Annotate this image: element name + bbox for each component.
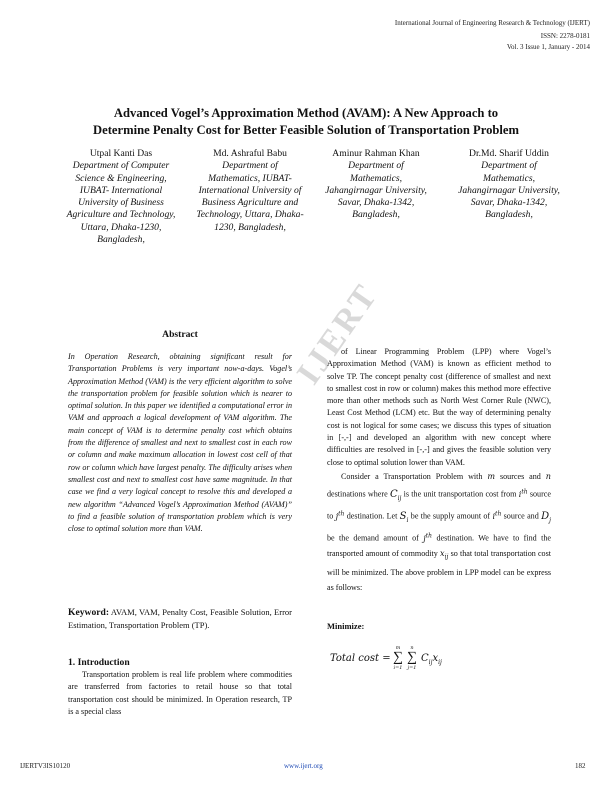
author-block [456,148,562,222]
keywords-list: AVAM, VAM, Penalty Cost, Feasible Solution, Error Estimation, Transportation Problem (TP). [68,607,292,631]
footer-paper-id: IJERTV3IS10120 [20,762,71,770]
abstract-paragraph: In Operation Research, obtaining significant result for Transportation Problems is very important now-a-days. Vogel’s Approximation Method (VAM) is the very efficient algorithm to solve the transportation problem for feasible solution which is nearer to optimal solution. In this paper we identified a computational error in VAM and approach a logical development of VAM algorithm. The main concept of VAM is to determine penalty cost which obtains from the difference of smallest and next to smallest cost in each row or column and make maximum allocation in lowest cost cell of that row or column which have largest penalty. The difficulty arises when smallest cost and next to smallest cost have same magnitude. In that case we find a very logical concept to resolve this and developed a new algorithm “Advanced Vogel’s Approximation Method (AVAM)” to find a feasible solution of transportation problem which is very close to optimal solution more than VAM. [68,352,292,534]
keywords-label: Keyword: [68,607,110,618]
author-block [195,148,305,234]
right-paragraph-2: Consider a Transportation Problem with m sources and n destinations where $C_{ij}$ is the unit transportation cost from $i^{th}$ source to $j^{th}$ destination. Let $S_i$ be the supply amount of $i^{th}$ source and $D_j$ be the demand amount of $j^{th}$ destination. We have to find the transported amount of commodity $x_{ij}$ so that total transportation cost will be minimized. The above problem in LPP model can be express as follows: [327,470,552,593]
author-affiliation: Department of Mathematics, Jahangirnagar University, Savar, Dhaka-1342, Bangladesh, [325,160,427,221]
intro-heading: 1. Introduction [68,657,130,668]
right-paragraph-1: of Linear Programming Problem (LPP) where Vogel’s Approximation Method (VAM) is known as efficient method to solve TP. The concept penalty cost (difference of smallest and next to smallest cost in row or column) makes this method more effective more than other methods such as North West Corner Rule (NWC), Least Cost Method (LCM) etc. But the way of determining penalty cost is not logical for some cases; we discuss this types of situation in [-,-] and developed an algorithm with new concept where difficulties are resolved in [-,-] and gives the feasible solution very close to optimal solution lower than VAM. [327,347,551,467]
author-name: Dr.Md. Sharif Uddin [469,148,549,159]
footer-website-link[interactable]: www.ijert.org [284,762,323,770]
abstract-heading: Abstract [162,329,198,340]
formula-lhs: Total cost = [330,653,391,664]
author-affiliation: Department of Mathematics, IUBAT- International University of Business Agriculture and Technology, Uttara, Dhaka-1230, Bangladesh, [196,160,304,233]
keywords [68,606,292,632]
author-affiliation: Department of Computer Science & Engineering, IUBAT- International University of Business Agriculture and Technology, Uttara, Dhaka-1230, Bangladesh, [66,160,176,246]
author-block [322,148,430,222]
journal-issn: ISSN: 2278-0181 [540,32,590,40]
right-column [327,346,551,596]
journal-name: International Journal of Engineering Research & Technology (IJERT) [394,19,590,27]
author-name: Utpal Kanti Das [89,148,153,159]
title-line-2: Determine Penalty Cost for Better Feasible Solution of Transportation Problem [93,123,519,137]
author-name: Md. Ashraful Babu [213,148,287,159]
footer-page-number: 182 [575,762,586,770]
journal-header [395,18,590,52]
paper-title [40,105,572,139]
title-line-1: Advanced Vogel’s Approximation Method (AVAM): A New Approach to [113,106,499,120]
intro-paragraph: Transportation problem is real life problem where commodities are transferred from factories to retail house so that total transportation cost should be minimized. In Operation research, TP is a special class [68,670,292,716]
objective-formula [330,645,470,679]
sum-symbol-i: m ∑ i=1 [393,645,403,671]
author-affiliation: Department of Mathematics, Jahangirnagar University, Savar, Dhaka-1342, Bangladesh, [458,160,560,221]
minimize-label: Minimize: [327,621,365,631]
author-block [66,148,176,246]
intro-text [68,669,292,718]
sum-symbol-j: n ∑ j=1 [407,645,417,671]
journal-volume: Vol. 3 Issue 1, January - 2014 [506,43,590,51]
formula-term: $C_{ij}x_{ij}$ [421,653,442,666]
watermark: IJERT [290,276,386,392]
abstract-text [68,351,292,535]
author-name: Aminur Rahman Khan [332,148,420,159]
